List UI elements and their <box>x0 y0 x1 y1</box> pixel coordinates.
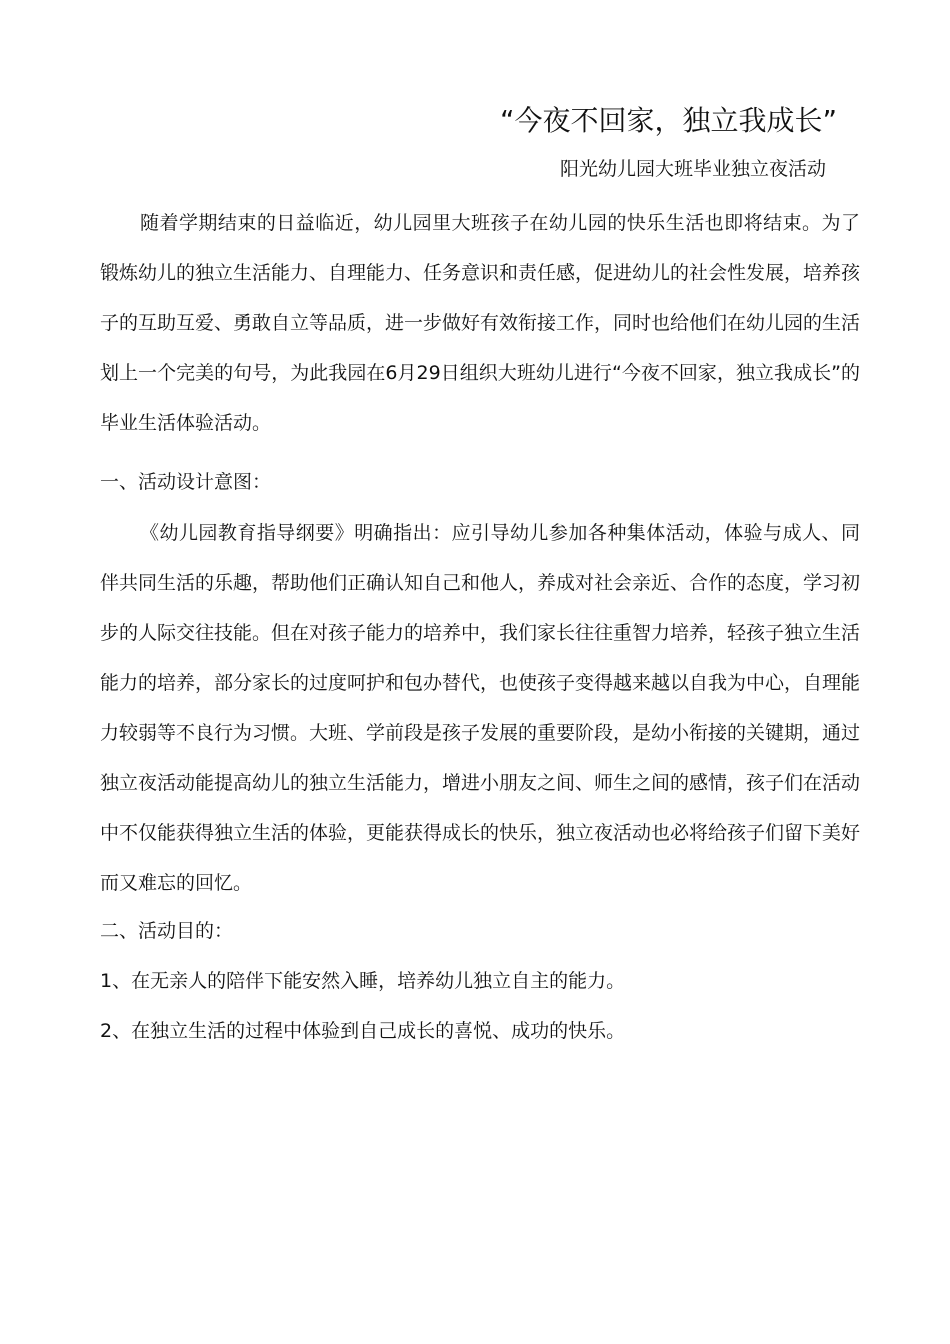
section-heading-design-intent: 一、活动设计意图： <box>100 471 272 493</box>
design-intent-paragraph: 《幼儿园教育指导纲要》明确指出：应引导幼儿参加各种集体活动，体验与成人、同伴共同生活的乐趣，帮助他们正确认知自己和他人，养成对社会亲近、合作的态度，学习初步的人际交往技能。但在对孩子能力的培养中，我们家长往往重智力培养，轻孩子独立生活能力的培养，部分家长的过度呵护和包办替代，也使孩子变得越来越以自我为中心，自理能力较弱等不良行为习惯。大班、学前段是孩子发展的重要阶段，是幼小衔接的关键期，通过独立夜活动能提高幼儿的独立生活能力，增进小朋友之间、师生之间的感情，孩子们在活动中不仅能获得独立生活的体验，更能获得成长的快乐，独立夜活动也必将给孩子们留下美好而又难忘的回忆。 <box>100 522 861 894</box>
document-title: “今夜不回家，独立我成长” <box>500 104 838 137</box>
section-heading-purpose: 二、活动目的： <box>100 920 234 942</box>
goal-item: 2、在独立生活的过程中体验到自己成长的喜悦、成功的快乐。 <box>100 1020 626 1042</box>
intro-paragraph: 随着学期结束的日益临近，幼儿园里大班孩子在幼儿园的快乐生活也即将结束。为了锻炼幼儿的独立生活能力、自理能力、任务意识和责任感，促进幼儿的社会性发展，培养孩子的互助互爱、勇敢自立等品质，进一步做好有效衔接工作，同时也给他们在幼儿园的生活划上一个完美的句号，为此我园在6月29日组织大班幼儿进行“今夜不回家，独立我成长”的毕业生活体验活动。 <box>100 212 861 434</box>
goal-item: 1、在无亲人的陪伴下能安然入睡，培养幼儿独立自主的能力。 <box>100 970 626 992</box>
document-subtitle: 阳光幼儿园大班毕业独立夜活动 <box>560 158 827 180</box>
